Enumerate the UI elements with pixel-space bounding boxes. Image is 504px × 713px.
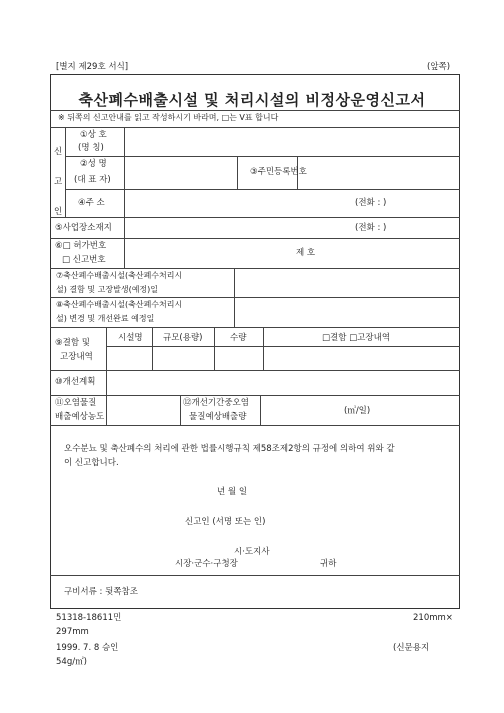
footer-size-b: 297mm [56, 627, 89, 637]
col-scale: 규모(용량) [163, 333, 203, 343]
declaration-date[interactable]: 년 월 일 [217, 487, 248, 497]
improvement-plan-label: ⑩개선계획 [55, 377, 96, 387]
discharge-unit: (㎥/일) [344, 406, 371, 416]
declaration-text-line2: 이 신고합니다. [64, 458, 119, 468]
footer-code: 51318-18611민 [56, 613, 122, 623]
defect-date-field[interactable] [235, 269, 459, 296]
site-phone: (전화 : ) [355, 223, 387, 233]
reporter-label-char-2: 고 [54, 177, 63, 187]
reporter-label-char-3: 인 [54, 207, 63, 217]
address-field[interactable] [125, 190, 345, 216]
col-quantity: 수량 [230, 333, 247, 343]
authority-line2: 시장·군수·구청장 [175, 559, 238, 569]
name-sublabel: (대 표 자) [74, 175, 111, 185]
name-label: ②성 명 [80, 159, 107, 169]
defect-date-label-line2: 설) 결함 및 고장발생(예정)일 [56, 285, 158, 294]
defect-label-line2: 고장내역 [60, 352, 93, 362]
completion-date-field[interactable] [235, 298, 459, 326]
completion-date-label-line1: ⑧축산폐수배출시설(축산폐수처리시 [56, 300, 183, 309]
site-location-field[interactable] [125, 218, 345, 237]
resident-no-field[interactable] [298, 157, 459, 188]
discharge-label-line1: ⑫개선기간중오염 [183, 398, 249, 408]
page-side-label: (앞쪽) [427, 62, 451, 72]
address-phone: (전화 : ) [355, 198, 387, 208]
form-title: 축산폐수배출시설 및 처리시설의 비정상운영신고서 [78, 91, 426, 109]
authority-line1: 시·도지사 [234, 547, 270, 557]
permit-number-field[interactable]: 제 호 [296, 248, 316, 258]
reporter-label-char-1: 신 [54, 147, 63, 157]
defect-detail-row[interactable] [107, 347, 459, 369]
defect-label-line1: ⑨결함 및 [55, 338, 90, 348]
trade-name-sublabel: (명 칭) [78, 143, 104, 153]
notice-text: ※ 뒤쪽의 신고안내를 읽고 작성하시기 바라며, □는 V표 합니다 [58, 113, 279, 122]
completion-date-label-line2: 설) 변경 및 개선완료 예정일 [56, 314, 155, 323]
site-location-label: ⑤사업장소재지 [55, 223, 112, 233]
footer-approved: 1999. 7. 8 승인 [56, 643, 119, 653]
col-facility-name: 시설명 [118, 333, 143, 343]
name-field[interactable] [125, 157, 236, 188]
discharge-label-line2: 물질예상배출량 [189, 412, 247, 422]
pollutant-label-line2: 배출예상농도 [55, 412, 105, 422]
addressee-suffix: 귀하 [320, 559, 337, 569]
defect-date-label-line1: ⑦축산폐수배출시설(축산폐수처리시 [56, 271, 183, 280]
improvement-plan-field[interactable] [107, 371, 459, 394]
signer-line[interactable]: 신고인 (서명 또는 인) [185, 517, 266, 527]
footer-paper-b: 54g/㎡) [56, 657, 87, 667]
footer-paper-a: (신문용지 [393, 643, 430, 653]
address-label: ④주 소 [78, 198, 105, 208]
pollutant-label-line1: ⑪오염물질 [55, 398, 97, 408]
resident-no-label: ③주민등록번호 [250, 167, 307, 177]
permit-number-checkbox[interactable]: ⑥□ 허가번호 [55, 241, 107, 251]
footer-size-a: 210mm× [413, 613, 453, 623]
trade-name-field[interactable] [125, 128, 459, 156]
form-number: [별지 제29호 서식] [56, 62, 129, 72]
attachments-note: 구비서류 : 뒷쪽참조 [64, 587, 138, 597]
declaration-text-line1: 오수분뇨 및 축산폐수의 처리에 관한 법률시행규칙 제58조제2항의 규정에 의하여 위와 같 [64, 444, 395, 454]
pollutant-concentration-field[interactable] [107, 396, 179, 424]
report-number-checkbox[interactable]: □ 신고번호 [62, 255, 106, 265]
col-defect-detail: □결함 □고장내역 [322, 333, 391, 343]
trade-name-label: ①상 호 [80, 130, 107, 140]
